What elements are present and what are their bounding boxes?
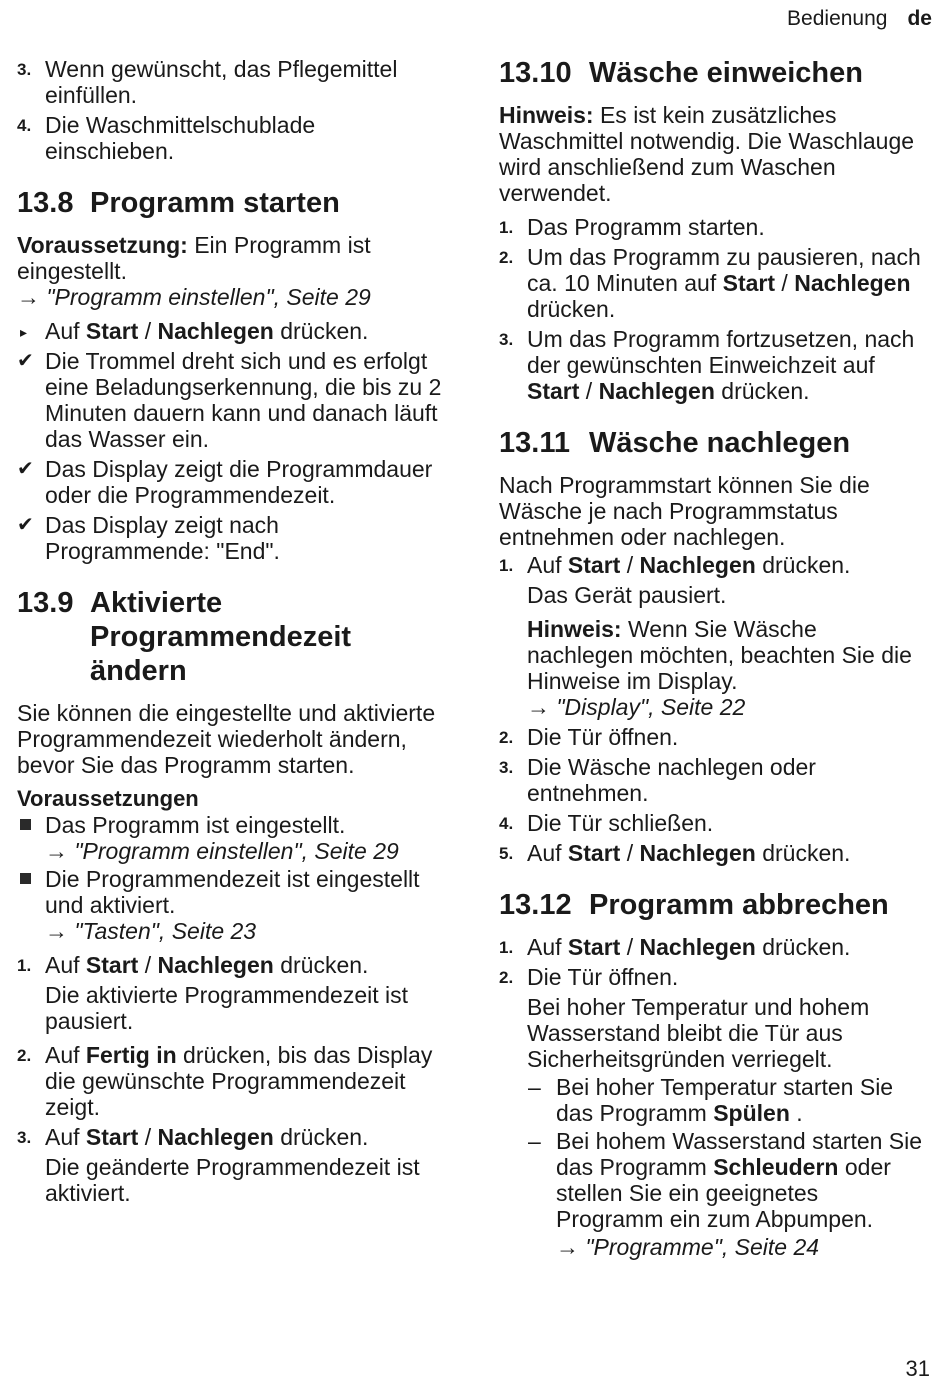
checkmark-icon: ✔	[17, 514, 34, 536]
right-column	[499, 56, 929, 1262]
cross-reference[interactable]: → "Tasten", Seite 23	[45, 918, 257, 944]
section-heading-13-11: 13.11 Wäsche nachlegen	[499, 427, 851, 459]
list-item: 2. Die Tür öffnen.	[499, 724, 679, 750]
step-result: Das Gerät pausiert.	[527, 582, 727, 608]
list-item: 1. Das Programm starten.	[499, 214, 765, 240]
section-heading-13-10: 13.10 Wäsche einweichen	[499, 57, 863, 89]
list-item: 3. Um das Programm fortzusetzen, nach der gewünschten Einweichzeit auf Start / Nachlegen drücken.	[499, 326, 915, 404]
list-item: 2. Um das Programm zu pausieren, nach ca. 10 Minuten auf Start / Nachlegen drücken.	[499, 244, 921, 322]
result-item: ✔ Das Display zeigt nach Programmende: "End".	[17, 512, 280, 564]
result-item: ✔ Das Display zeigt die Programmdauer oder die Programmendezeit.	[17, 456, 433, 508]
list-item: 2. Die Tür öffnen.	[499, 964, 679, 990]
cross-reference[interactable]: → "Display", Seite 22	[527, 694, 746, 720]
cross-reference[interactable]: → "Programm einstellen", Seite 29	[17, 284, 371, 310]
square-bullet-icon	[20, 819, 31, 830]
section-heading-13-8: 13.8 Programm starten	[17, 187, 340, 219]
step-result: Bei hoher Temperatur und hohem Wasserstand bleibt die Tür aus Sicherheitsgründen verriegelt.	[527, 994, 870, 1072]
header-section: Bedienung	[787, 7, 888, 30]
requirement-item: Die Programmendezeit ist eingestellt und aktiviert.	[17, 866, 447, 918]
note: Hinweis: Es ist kein zusätzliches Waschmittel notwendig. Die Waschlauge wird anschließend zum Waschen verwendet.	[499, 102, 915, 206]
dash-item: – Bei hohem Wasserstand starten Sie das Programm Schleudern oder stellen Sie ein geeignetes Programm ein zum Abpumpen.	[528, 1128, 923, 1232]
section-heading-13-12: 13.12 Programm abbrechen	[499, 889, 889, 921]
list-item: 1. Auf Start / Nachlegen drücken.	[499, 934, 851, 960]
left-column	[17, 56, 447, 1214]
page-number: 31	[905, 1356, 930, 1381]
section-intro: Sie können die eingestellte und aktivierte Programmendezeit wiederholt ändern, bevor Sie das Programm starten.	[17, 700, 436, 778]
requirements-heading: Voraussetzungen	[17, 786, 199, 811]
checkmark-icon: ✔	[17, 350, 34, 372]
section-heading-13-9: 13.9 Aktivierte Programmendezeit ändern	[17, 587, 352, 687]
action-step: ▸ Auf Start / Nachlegen drücken.	[20, 318, 369, 344]
header-language: de	[907, 7, 932, 30]
result-item: ✔ Die Trommel dreht sich und es erfolgt eine Beladungserkennung, die bis zu 2 Minuten dauern kann und danach läuft das Wasser ein.	[17, 348, 442, 452]
note: Hinweis: Wenn Sie Wäsche nachlegen möchten, beachten Sie die Hinweise im Display.	[527, 616, 912, 694]
list-item: 4. Die Tür schließen.	[499, 810, 714, 836]
step-result: Die aktivierte Programmendezeit ist pausiert.	[45, 982, 409, 1034]
list-item: 1. Auf Start / Nachlegen drücken.	[499, 552, 851, 578]
list-item: 1. Auf Start / Nachlegen drücken.	[17, 952, 369, 978]
cross-reference[interactable]: → "Programme", Seite 24	[556, 1234, 820, 1260]
list-item: 2. Auf Fertig in drücken, bis das Display die gewünschte Programmendezeit zeigt.	[17, 1042, 433, 1120]
step-result: Die geänderte Programmendezeit ist aktiviert.	[45, 1154, 420, 1206]
list-item: 4. Die Waschmittelschublade einschieben.	[17, 112, 316, 164]
list-item: 3. Die Wäsche nachlegen oder entnehmen.	[499, 754, 816, 806]
section-intro: Nach Programmstart können Sie die Wäsche je nach Programmstatus entnehmen oder nachlegen.	[499, 472, 870, 550]
square-bullet-icon	[20, 873, 31, 884]
list-item: 5. Auf Start / Nachlegen drücken.	[499, 840, 851, 866]
checkmark-icon: ✔	[17, 458, 34, 480]
page-header	[787, 7, 932, 31]
list-item: 3. Auf Start / Nachlegen drücken.	[17, 1124, 369, 1150]
list-item: 3. Wenn gewünscht, das Pflegemittel einfüllen.	[17, 56, 398, 108]
requirement: Voraussetzung: Ein Programm ist eingestellt.	[17, 232, 371, 284]
cross-reference[interactable]: → "Programm einstellen", Seite 29	[45, 838, 399, 864]
dash-item: – Bei hoher Temperatur starten Sie das Programm Spülen .	[528, 1074, 894, 1126]
requirement-item: Das Programm ist eingestellt.	[17, 812, 447, 838]
